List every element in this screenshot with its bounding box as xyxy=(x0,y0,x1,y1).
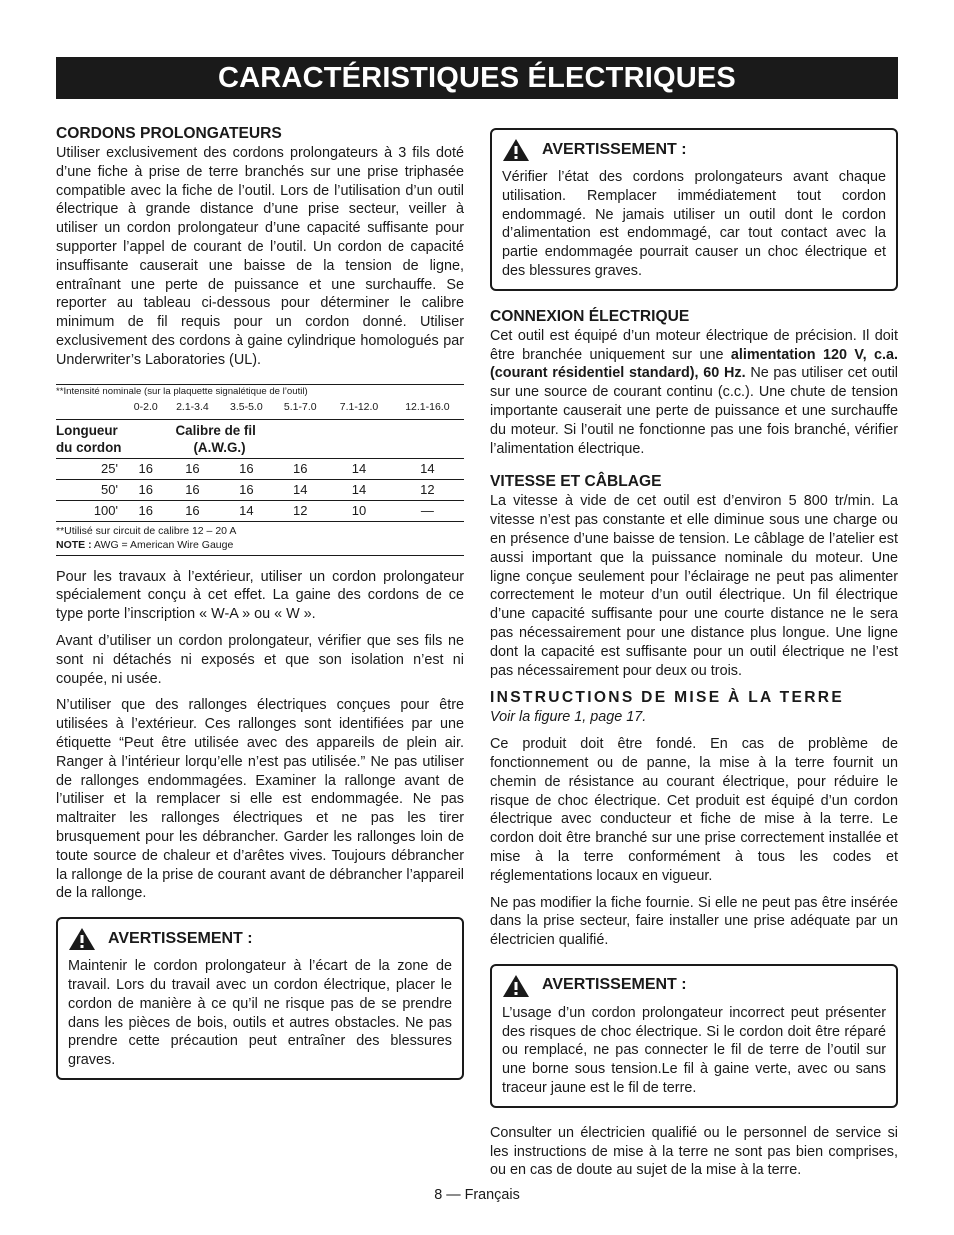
amp-range: 3.5-5.0 xyxy=(230,400,263,413)
table-row xyxy=(56,479,464,500)
amp-range: 7.1-12.0 xyxy=(339,400,379,413)
amp-range: 2.1-3.4 xyxy=(176,400,209,413)
gauge-header-line2: (A.W.G.) xyxy=(193,439,246,455)
amp-range: 5.1-7.0 xyxy=(283,400,317,413)
warning-box-ground-wire xyxy=(490,964,898,1108)
note-text: AWG = American Wire Gauge xyxy=(91,538,234,551)
gauge-header-line1: Calibre de fil xyxy=(175,422,256,438)
outdoor-paragraph: Pour les travaux à l’extérieur, utiliser un cordon prolongateur spécialement conçu à cet effet. La gaine des cordons de ce type porte l’inscription « W-A » ou « W ». xyxy=(56,568,464,623)
warning-triangle-icon xyxy=(502,138,530,162)
amp-range: 0-2.0 xyxy=(133,400,158,413)
connection-heading: CONNEXION ÉLECTRIQUE xyxy=(490,307,690,325)
connection-text-b: Ne pas utiliser cet outil sur une source de courant continu (c.c.). Une chute de tension importante causerait une perte de puissance et une surchauffe du moteur. Si l’outil ne fonctionne pas une fois branché, vérifier l’alimentation électrique. xyxy=(490,365,898,457)
grounding-heading: INSTRUCTIONS DE MISE À LA TERRE xyxy=(490,689,845,707)
gauge-value: 16 xyxy=(273,458,327,479)
left-column xyxy=(56,124,464,1080)
connection-text-bold: alimentation 120 V, c.a. (courant résidentiel standard), 60 Hz. xyxy=(490,346,898,382)
gauge-value: 16 xyxy=(165,479,219,500)
gauge-value: 12 xyxy=(391,479,464,500)
length-header-line2: du cordon xyxy=(56,439,122,455)
cord-length: 25' xyxy=(56,458,126,479)
amp-range: 12.1-16.0 xyxy=(405,400,450,413)
warning-title: AVERTISSEMENT : xyxy=(542,976,687,994)
gauge-value: 14 xyxy=(391,458,464,479)
gauge-header xyxy=(165,419,464,458)
warning-header xyxy=(502,138,886,162)
gauge-value: 14 xyxy=(273,479,327,500)
connection-text-a: Cet outil est équipé d’un moteur électrique de précision. Il doit être branchée uniquement sur une xyxy=(490,327,898,363)
table-row xyxy=(56,500,464,521)
page-title: CARACTÉRISTIQUES ÉLECTRIQUES xyxy=(56,57,898,99)
warning-box-work-area xyxy=(56,917,464,1080)
right-column xyxy=(490,128,898,1188)
gauge-value: 10 xyxy=(327,500,391,521)
extension-cords-heading: CORDONS PROLONGATEURS xyxy=(56,125,282,142)
warning-header xyxy=(502,974,886,998)
outdoor-only-paragraph: N’utiliser que des rallonges électriques conçues pour être utilisées à l’extérieur. Ces rallonges sont identifiées par une étiquette “Peut être utilisée avec des appareils de plein air. Ranger à l’intérieur lorqu’elle n’est pas utilisée.” Ne pas utiliser de rallonges endommagées. Examiner la rallonge avant de l’utiliser et la remplacer si elle est endommagée. Ne pas maltraiter les rallonges électriques et ne pas les tirer brusquement pour les débrancher. Garder les rallonges loin de toute source de chaleur et d’arêtes vives. Toujours débrancher la rallonge de la prise de courant avant de débrancher l’appareil de la rallonge. xyxy=(56,697,464,902)
page-footer: 8 — Français xyxy=(434,1187,520,1203)
table-header-row xyxy=(56,419,464,458)
length-header xyxy=(56,419,165,458)
gauge-value: 14 xyxy=(327,479,391,500)
gauge-value: 16 xyxy=(165,458,219,479)
grounding-paragraph-2: Ne pas modifier la fiche fournie. Si elle ne peut pas être insérée dans la prise secteur, faire installer une prise adéquate par un électricien qualifié. xyxy=(490,894,898,949)
note-label: NOTE : xyxy=(56,538,92,551)
warning-title: AVERTISSEMENT : xyxy=(542,140,687,158)
connection-paragraph xyxy=(490,327,898,459)
extension-cords-intro: Utiliser exclusivement des cordons prolongateurs à 3 fils doté d’une fiche à prise de terre branchés sur une prise triphasée compatible avec la fiche de l’outil. Lors de l’utilisation d’un outil électrique à grande distance d’une prise secteur, veiller à utiliser un cordon prolongateur d’une capacité suffisante pour supporter l’appel de courant de l’outil. Un cordon de capacité insuffisante causerait une baisse de la tension de ligne, entraînant une perte de puissance et une surchauffe. Se reporter au tableau ci-dessous pour déterminer le calibre minimum de fil requis pour un cordon donné. Utiliser exclusivement des cordons à gaine cylindrique homologués par Underwriter’s Laboratories (UL). xyxy=(56,145,464,368)
speed-paragraph: La vitesse à vide de cet outil est d’environ 5 800 tr/min. La vitesse n’est pas constante et elle diminue sous une charge ou en présence d’une baisse de tension. Le câblage de l’atelier est aussi important que la puissance nominale du moteur. Une ligne conçue seulement pour l’éclairage ne peut pas alimenter correctement le moteur d’un outil électrique. Un fil électrique d’une capacité suffisante pour une courte distance ne le sera pas nécessairement pour une distance plus longue. Une ligne dont la capacité est suffisante pour un outil électrique ne l’est pas nécessairement pour deux ou trois. xyxy=(490,493,898,679)
warning-text: Maintenir le cordon prolongateur à l’écart de la zone de travail. Lors du travail avec un cordon électrique, placer le cordon de manière à ce qu’il ne risque pas de se prendre dans les pièces de bois, outils et autres obstacles. Ne pas prendre cette précaution peut entraîner des blessures graves. xyxy=(68,958,452,1069)
warning-title: AVERTISSEMENT : xyxy=(108,929,253,947)
warning-box-cord-check xyxy=(490,128,898,291)
grounding-paragraph-1: Ce produit doit être fondé. En cas de problème de fonctionnement ou de panne, la mise à la terre fournit un chemin de résistance au courant électrique, pour réduire le risque de choc électrique. Cet produit est équipé d’un cordon électrique avec conducteur et fiche de mise à la terre. Le cordon doit être branché sur une prise correctement installée et mise à la terre conformément à tous les codes et réglementations locaux en vigueur. xyxy=(490,736,898,884)
length-header-line1: Longueur xyxy=(56,422,118,438)
table-notes xyxy=(56,521,464,555)
speed-heading: VITESSE ET CÂBLAGE xyxy=(490,473,662,491)
gauge-value: 16 xyxy=(219,458,273,479)
gauge-value: 14 xyxy=(327,458,391,479)
warning-header xyxy=(68,927,452,951)
gauge-value: 16 xyxy=(126,500,165,521)
amp-range-row xyxy=(56,399,464,420)
cord-length: 100' xyxy=(56,500,126,521)
gauge-value: 14 xyxy=(219,500,273,521)
awg-note xyxy=(56,538,464,552)
gauge-value: 16 xyxy=(126,458,165,479)
warning-triangle-icon xyxy=(502,974,530,998)
gauge-value: 16 xyxy=(219,479,273,500)
warning-text: Vérifier l’état des cordons prolongateurs avant chaque utilisation. Remplacer immédiatement tout cordon endommagé. Ne jamais utiliser un outil dont le cordon d’alimentation est endommagé, car tout contact avec la partie endommagée pourrait causer un choc électrique et des blessures graves. xyxy=(502,169,886,279)
gauge-value: 12 xyxy=(273,500,327,521)
check-paragraph: Avant d’utiliser un cordon prolongateur, vérifier que ses fils ne sont ni détachés ni exposés et que son isolation n’est ni coupée, ni usée. xyxy=(56,632,464,687)
warning-triangle-icon xyxy=(68,927,96,951)
table-row xyxy=(56,458,464,479)
gauge-value: 16 xyxy=(165,500,219,521)
amp-rating-note: **Intensité nominale (sur la plaquette signalétique de l’outil) xyxy=(56,385,308,397)
cord-length: 50' xyxy=(56,479,126,500)
warning-text: L’usage d’un cordon prolongateur incorrect peut présenter des risques de choc électrique. Si le cordon doit être réparé ou remplacé, ne pas connecter le fil de terre de l’outil sur une borne sous tension.Le fil à gaine verte, avec ou sans traceur jaune est le fil de terre. xyxy=(502,1004,886,1097)
wire-gauge-table xyxy=(56,384,464,556)
gauge-value: 16 xyxy=(126,479,165,500)
figure-reference: Voir la figure 1, page 17. xyxy=(490,709,647,726)
circuit-note: **Utilisé sur circuit de calibre 12 – 20 A xyxy=(56,524,237,537)
consult-paragraph: Consulter un électricien qualifié ou le personnel de service si les instructions de mise à la terre ne sont pas bien comprises, ou en cas de doute au sujet de la mise à la terre. xyxy=(490,1124,898,1179)
gauge-value: — xyxy=(391,500,464,521)
